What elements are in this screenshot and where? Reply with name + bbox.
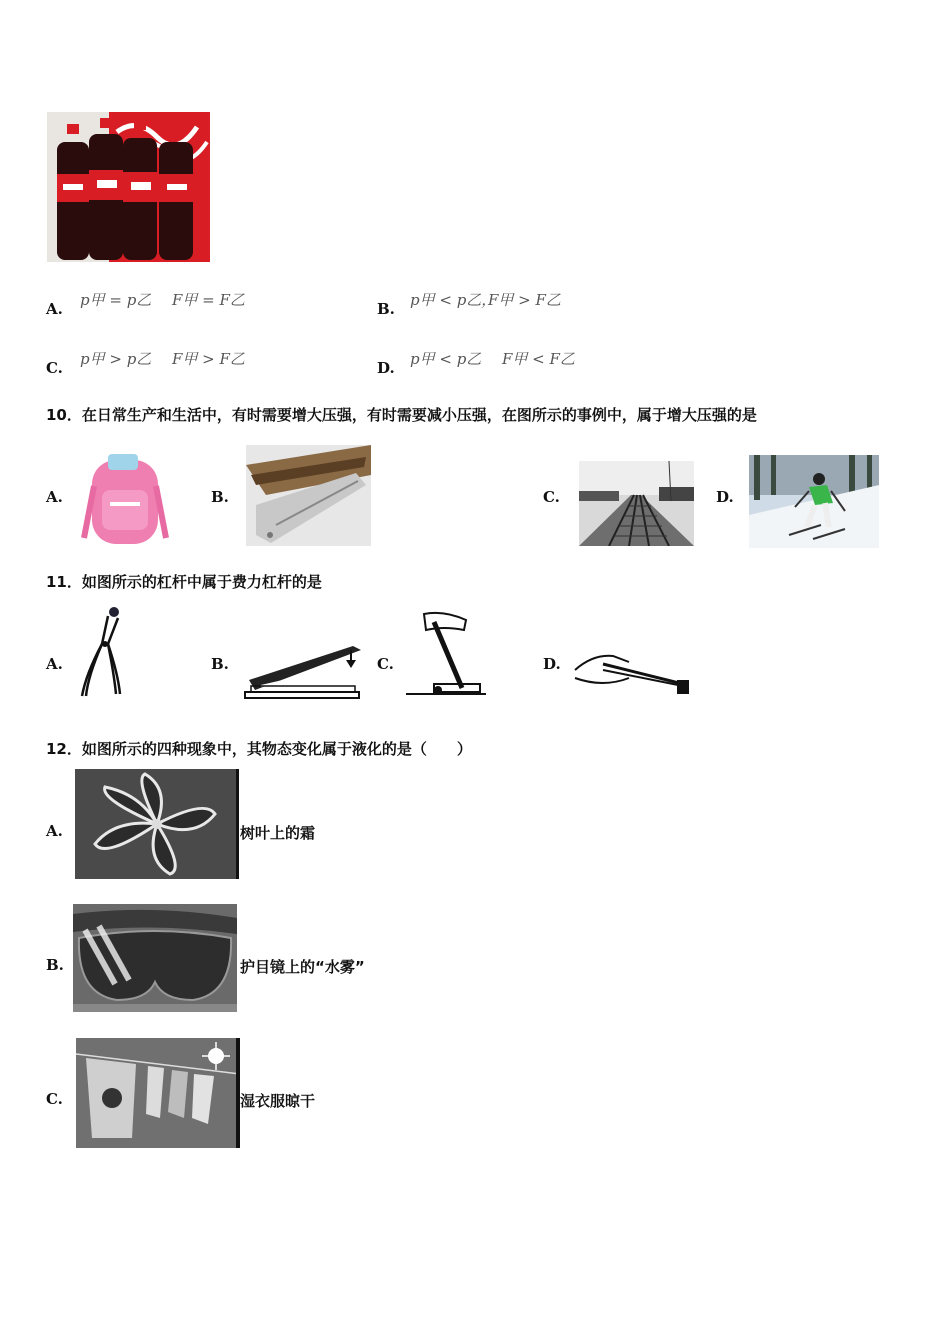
q12-option-a-caption: 树叶上的霜 [240,824,316,842]
q11-option-a-letter: A. [46,655,63,673]
cola-bottles-image [47,112,210,262]
q10-option-d-letter: D. [716,488,734,506]
tweezers-hand-image [573,648,693,700]
knife-blade-image [246,445,371,546]
q10-option-c-letter: C. [543,488,560,506]
q12-option-c-letter: C. [46,1090,63,1108]
q11-option-b-letter: B. [211,655,229,673]
option-c-letter: C. [46,359,63,377]
skier-image [749,455,879,548]
q10-option-b-letter: B. [211,488,229,506]
option-d-force: F甲 < F乙 [502,350,575,368]
question-10-text: 10．在日常生产和生活中，有时需要增大压强，有时需要减小压强，在图所示的事例中，属于增大压强的是 [46,406,757,424]
railway-tracks-image [579,461,694,546]
option-b-force: F甲 > F乙 [488,291,561,309]
option-d-letter: D. [377,359,395,377]
option-c-force: F甲 > F乙 [172,350,245,368]
pump-lever-image [404,608,489,700]
pliers-image [78,604,130,699]
option-a-force: F甲 = F乙 [172,291,245,309]
q12-option-c-caption: 湿衣服晾干 [240,1092,316,1110]
option-c-pressure: p甲 > p乙 [80,350,152,368]
question-11-text: 11．如图所示的杠杆中属于费力杠杆的是 [46,573,322,591]
q12-option-b-letter: B. [46,956,64,974]
q12-option-a-letter: A. [46,822,63,840]
goggles-fog-image [73,904,237,1012]
option-d-pressure: p甲 < p乙 [410,350,482,368]
q10-option-a-letter: A. [46,488,63,506]
question-12-text: 12．如图所示的四种现象中，其物态变化属于液化的是（ ） [46,740,472,758]
q11-option-d-letter: D. [543,655,561,673]
option-b-letter: B. [377,300,395,318]
option-a-letter: A. [46,300,63,318]
frost-leaves-image [75,769,239,879]
drying-clothes-image [76,1038,240,1148]
option-b-pressure: p甲 < p乙， [410,291,497,309]
option-a-pressure: p甲 = p乙 [80,291,152,309]
backpack-image [80,446,170,548]
q12-option-b-caption: 护目镜上的“水雾” [240,958,365,976]
q11-option-c-letter: C. [377,655,394,673]
stapler-image [241,640,363,700]
